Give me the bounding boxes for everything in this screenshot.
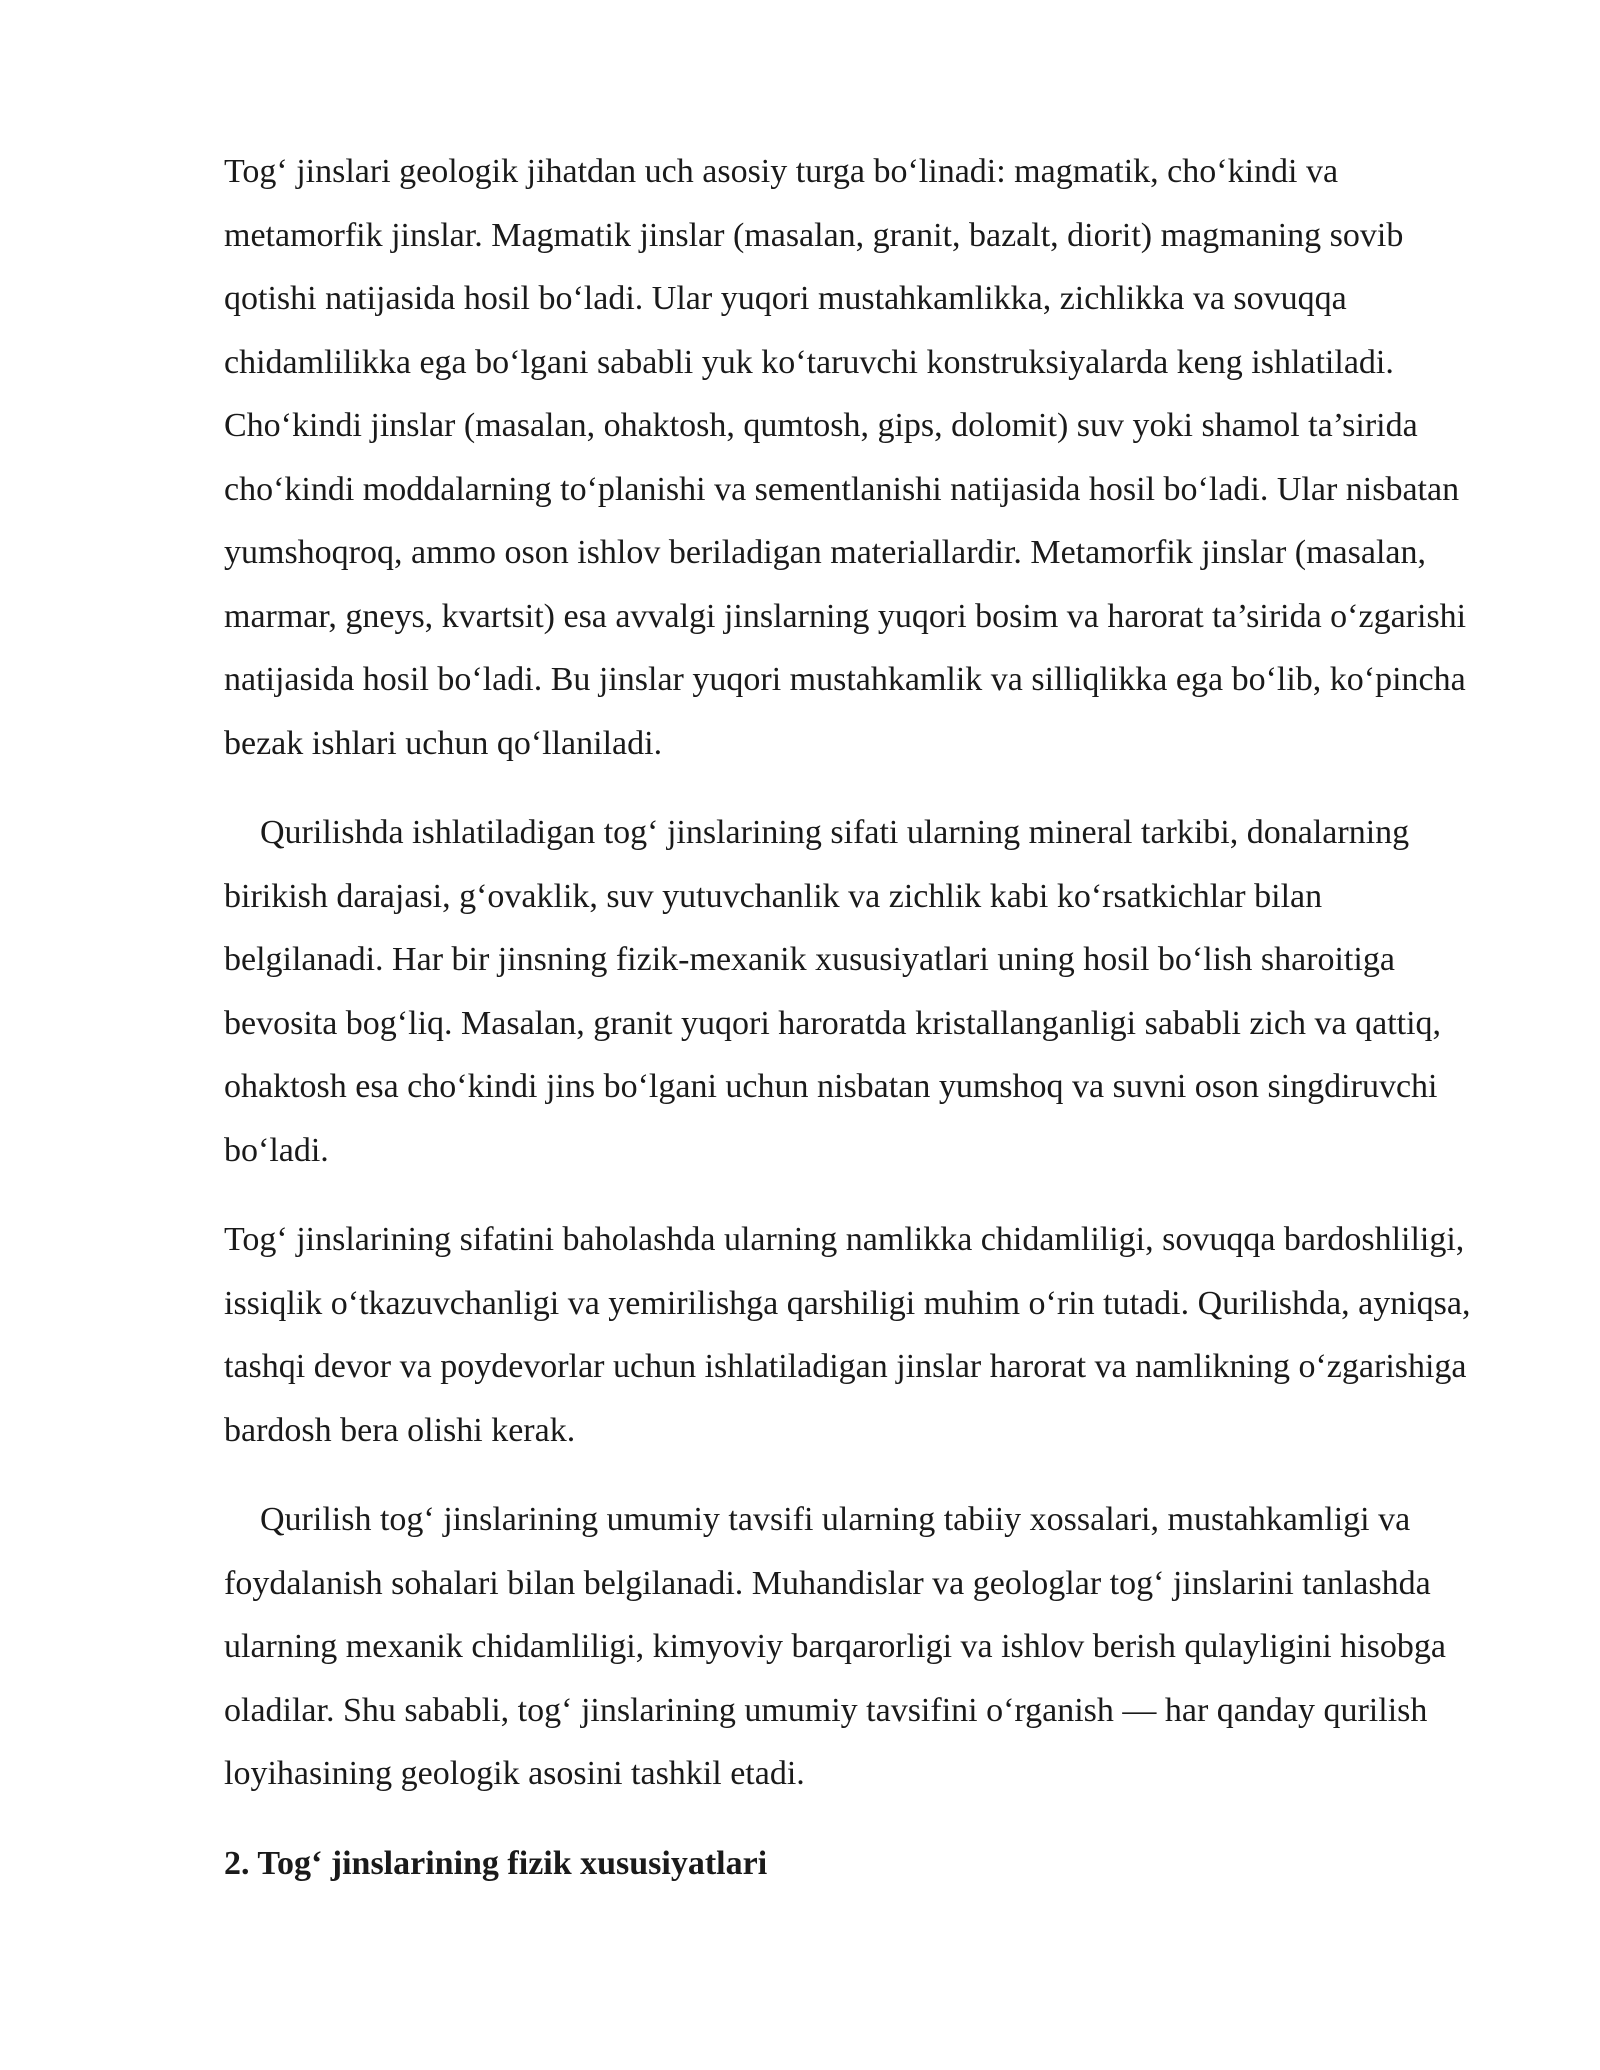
- paragraph-general-description: Qurilish tog‘ jinslarining umumiy tavsifi ularning tabiiy xossalari, mustahkamligi va foydalanish sohalari bilan belgilanadi. Muhandislar va geologlar tog‘ jinslarini tanlashda ularning mexanik chidamliligi, kimyoviy barqarorligi va ishlov berish qulayligini hisobga oladilar. Shu sababli, tog‘ jinslarining umumiy tavsifini o‘rganish — har qanday qurilish loyihasining geologik asosini tashkil etadi.: [224, 1501, 1446, 1792]
- paragraph-rock-types: Tog‘ jinslari geologik jihatdan uch asosiy turga bo‘linadi: magmatik, cho‘kindi va metamorfik jinslar. Magmatik jinslar (masalan, granit, bazalt, diorit) magmaning sovib qotishi natijasida hosil bo‘ladi. Ular yuqori mustahkamlikka, zichlikka va sovuqqa chidamlilikka ega bo‘lgani sababli yuk ko‘taruvchi konstruksiyalarda keng ishlatiladi. Cho‘kindi jinslar (masalan, ohaktosh, qumtosh, gips, dolomit) suv yoki shamol ta’sirida cho‘kindi moddalarning to‘planishi va sementlanishi natijasida hosil bo‘ladi. Ular nisbatan yumshoqroq, ammo oson ishlov beriladigan materiallardir. Metamorfik jinslar (masalan, marmar, gneys, kvartsit) esa avvalgi jinslarning yuqori bosim va harorat ta’sirida o‘zgarishi natijasida hosil bo‘ladi. Bu jinslar yuqori mustahkamlik va silliqlikka ega bo‘lib, ko‘pincha bezak ishlari uchun qo‘llaniladi.: [224, 153, 1467, 762]
- document-body: [224, 140, 1480, 1895]
- section-heading: 2. Tog‘ jinslarining fizik xususiyatlari: [224, 1844, 768, 1882]
- paragraph-quality-assessment: Tog‘ jinslarining sifatini baholashda ularning namlikka chidamliligi, sovuqqa bardoshliligi, issiqlik o‘tkazuvchanligi va yemirilishga qarshiligi muhim o‘rin tutadi. Qurilishda, ayniqsa, tashqi devor va poydevorlar uchun ishlatiladigan jinslar harorat va namlikning o‘zgarishiga bardosh bera olishi kerak.: [224, 1221, 1471, 1449]
- paragraph-rock-quality: Qurilishda ishlatiladigan tog‘ jinslarining sifati ularning mineral tarkibi, donalarning birikish darajasi, g‘ovaklik, suv yutuvchanlik va zichlik kabi ko‘rsatkichlar bilan belgilanadi. Har bir jinsning fizik-mexanik xususiyatlari uning hosil bo‘lish sharoitiga bevosita bog‘liq. Masalan, granit yuqori haroratda kristallanganligi sababli zich va qattiq, ohaktosh esa cho‘kindi jins bo‘lgani uchun nisbatan yumshoq va suvni oson singdiruvchi bo‘ladi.: [224, 814, 1442, 1169]
